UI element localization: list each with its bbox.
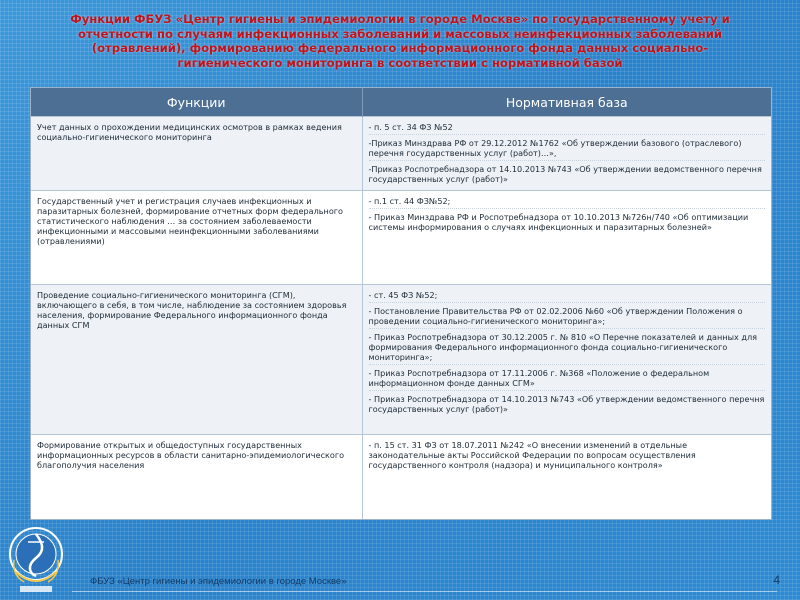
normative-ref: - п. 15 ст. 31 ФЗ от 18.07.2011 №242 «О внесении изменений в отдельные законодательные акты Российской Федерации по вопросам осуществления государственного контроля (надзора) и муниципального контроля» [368,440,696,470]
table-header-row [31,88,771,117]
function-cell: Учет данных о прохождении медицинских осмотров в рамках ведения социально-гигиенического мониторинга [31,117,362,191]
normative-cell [362,435,771,519]
normative-ref: - п. 5 ст. 34 ФЗ №52 [369,122,766,135]
normative-ref: - Постановление Правительства РФ от 02.02.2006 №60 «Об утверждении Положения о проведении социально-гигиенического мониторинга»; [369,306,766,329]
function-cell: Формирование открытых и общедоступных государственных информационных ресурсов в области санитарно-эпидемиологического благополучия населения [31,435,362,519]
page-number: 4 [773,573,780,587]
normative-cell [362,285,771,435]
footer-divider [72,591,777,592]
normative-ref: - Приказ Роспотребнадзора от 14.10.2013 №743 «Об утверждении ведомственного перечня государственных услуг (работ)» [368,394,765,414]
function-cell: Проведение социально-гигиенического мониторинга (СГМ), включающего в себя, в том числе, наблюдение за состоянием здоровья населения, формирование Федерального информационного фонда данных СГМ [31,285,362,435]
header-functions: Функции [31,88,362,117]
normative-ref: -Приказ Минздрава РФ от 29.12.2012 №1762 «Об утверждении базового (отраслевого) перечня государственных услуг (работ)…», [369,138,766,161]
normative-cell [362,191,771,285]
slide-title: Функции ФБУЗ «Центр гигиены и эпидемиологии в городе Москве» по государственному учету и отчетности по случаям инфекционных заболеваний и массовых неинфекционных заболеваний (отравлений), формированию федерального информационного фонда данных социально-гигиенического мониторинга в соответствии с нормативной базой [70,12,730,70]
table-row [31,285,771,435]
normative-ref: - ст. 45 ФЗ №52; [369,290,766,303]
normative-ref: - п.1 ст. 44 ФЗ№52; [369,196,766,209]
header-normative-base: Нормативная база [362,88,771,117]
normative-cell [362,117,771,191]
normative-ref: - Приказ Минздрава РФ и Роспотребнадзора от 10.10.2013 №726н/740 «Об оптимизации системы информирования о случаях инфекционных и паразитарных болезней» [368,212,749,232]
footer-text: ФБУЗ «Центр гигиены и эпидемиологии в городе Москве» [90,576,347,587]
table-row [31,117,771,191]
table-row [31,435,771,519]
normative-ref: - Приказ Роспотребнадзора от 30.12.2005 г. № 810 «О Перечне показателей и данных для формирования Федерального информационного фонда социально-гигиенического мониторинга»; [369,332,766,365]
normative-ref: -Приказ Роспотребнадзора от 14.10.2013 №743 «Об утверждении ведомственного перечня государственных услуг (работ)» [368,164,762,184]
institution-emblem-icon [6,520,66,598]
functions-table [30,87,772,520]
function-cell: Государственный учет и регистрация случаев инфекционных и паразитарных болезней, формирование отчетных форм федерального статистического наблюдения … за состоянием заболеваемости инфекционными и массовыми неинфекционными заболеваниями (отравлениями) [31,191,362,285]
normative-ref: - Приказ Роспотребнадзора от 17.11.2006 г. №368 «Положение о федеральном информационном фонде данных СГМ» [369,368,766,391]
table-row [31,191,771,285]
